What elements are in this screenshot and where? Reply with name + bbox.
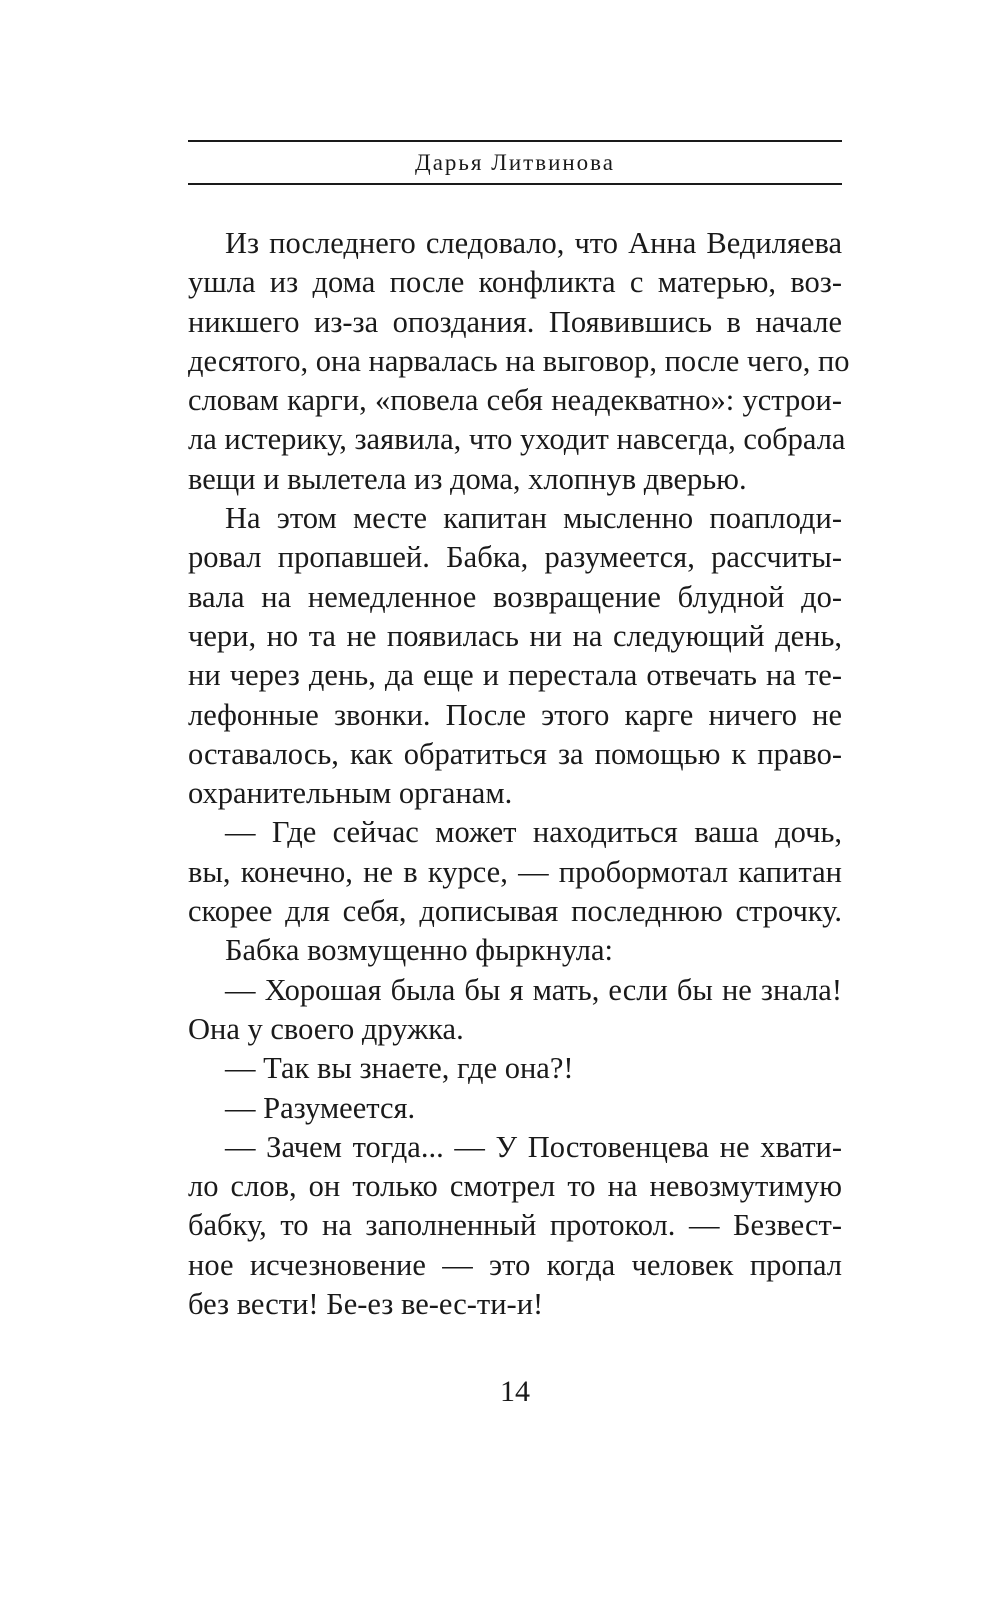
text-line: вещи и вылетела из дома, хлопнув дверью.	[188, 461, 747, 496]
text-line: скорее для себя, дописывая последнюю строчку.	[188, 894, 842, 929]
text-line: никшего из-за опоздания. Появившись в начале	[188, 304, 842, 339]
text-line: вы, конечно, не в курсе, — пробормотал капитан	[188, 854, 842, 889]
text-line: На этом месте капитан мысленно поаплоди-	[225, 501, 842, 536]
text-line: — Так вы знаете, где она?!	[225, 1051, 574, 1086]
text-line: лефонные звонки. После этого карге ничего не	[188, 697, 842, 732]
text-line: вала на немедленное возвращение блудной до-	[188, 579, 842, 614]
text-line: ни через день, да еще и перестала отвечать на те-	[188, 658, 842, 693]
text-line: Из последнего следовало, что Анна Ведиляева	[225, 226, 842, 260]
body-text	[188, 224, 850, 1324]
running-head-author: Дарья Литвинова	[415, 150, 615, 175]
text-line: — Зачем тогда... — У Постовенцева не хвати-	[225, 1129, 842, 1164]
text-line: — Разумеется.	[225, 1090, 416, 1125]
text-line: Она у своего дружка.	[188, 1011, 464, 1046]
text-line: — Хорошая была бы я мать, если бы не знала!	[225, 972, 842, 1007]
text-line: ушла из дома после конфликта с матерью, воз-	[188, 265, 842, 300]
text-line: чери, но та не появилась ни на следующий день,	[188, 618, 842, 653]
header-rule-bottom	[188, 183, 842, 185]
text-line: без вести! Бе-ез ве-ес-ти-и!	[188, 1287, 544, 1322]
text-line: десятого, она нарвалась на выговор, после чего, по	[188, 343, 850, 378]
page-number: 14	[500, 1375, 530, 1408]
text-line: бабку, то на заполненный протокол. — Безвест-	[188, 1208, 842, 1243]
text-line: ное исчезновение — это когда человек пропал	[188, 1247, 842, 1282]
text-line: оставалось, как обратиться за помощью к право-	[188, 736, 842, 771]
text-line: ла истерику, заявила, что уходит навсегда, собрала	[188, 422, 846, 457]
header-rule-top	[188, 140, 842, 142]
text-line: охранительным органам.	[188, 776, 513, 811]
text-line: ровал пропавшей. Бабка, разумеется, рассчиты-	[188, 540, 842, 575]
text-line: Бабка возмущенно фыркнула:	[225, 933, 614, 968]
text-line: словам карги, «повела себя неадекватно»: устрои-	[188, 383, 842, 418]
text-line: — Где сейчас может находиться ваша дочь,	[225, 815, 842, 850]
text-line: ло слов, он только смотрел то на невозмутимую	[188, 1169, 842, 1204]
